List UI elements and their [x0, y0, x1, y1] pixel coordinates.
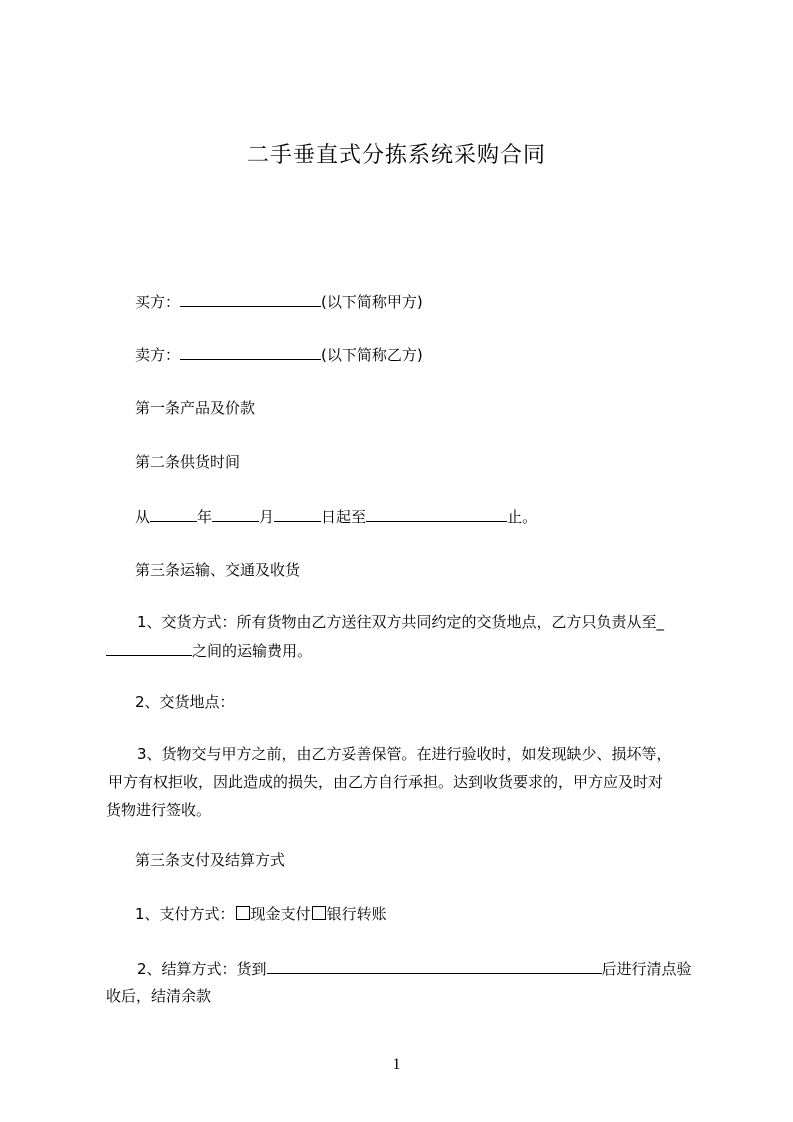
period-from: 从 [135, 508, 151, 526]
article-1-heading: 第一条产品及价款 [135, 399, 256, 417]
clause-3-line-1: 3、货物交与甲方之前，由乙方妥善保管。在进行验收时，如发现缺少、损坏等， [137, 745, 672, 763]
article-3-heading: 第三条运输、交通及收货 [135, 561, 301, 579]
page-number: 1 [392, 1056, 401, 1073]
payment-label: 1、支付方式： [135, 905, 235, 923]
bank-option-label: 银行转账 [326, 905, 387, 923]
clause-2: 2、交货地点： [135, 693, 235, 711]
settlement-line-1 [137, 958, 793, 979]
year-blank[interactable] [150, 506, 197, 522]
document-title: 二手垂直式分拣系统采购合同 [246, 143, 546, 168]
seller-blank[interactable] [180, 344, 321, 360]
buyer-line [135, 291, 793, 312]
settlement-blank[interactable] [267, 958, 602, 974]
month-blank[interactable] [212, 506, 259, 522]
period-month: 月 [259, 508, 275, 526]
buyer-blank[interactable] [180, 291, 321, 307]
payment-method-line [135, 904, 793, 924]
seller-label: 卖方： [135, 346, 181, 364]
clause-3-line-2: 甲方有权拒收，因此造成的损失，由乙方自行承担。达到收货要求的，甲方应及时对 [108, 773, 664, 791]
buyer-label: 买方： [135, 293, 181, 311]
clause-1-line-1: 1、交货方式：所有货物由乙方送往双方共同约定的交货地点，乙方只负责从至_ [137, 613, 665, 631]
period-year: 年 [197, 508, 213, 526]
settlement-suffix: 后进行清点验 [601, 960, 692, 978]
settlement-line-2: 收后，结清余款 [106, 987, 212, 1005]
seller-line [135, 344, 793, 365]
clause-3-line-3: 货物进行签收。 [106, 801, 212, 819]
period-day-start: 日起至 [321, 508, 367, 526]
settlement-prefix: 2、结算方式：货到 [137, 960, 267, 978]
supply-period-line [135, 506, 793, 527]
day-blank[interactable] [274, 506, 321, 522]
clause-1-line-2-text: 之间的运输费用。 [192, 642, 313, 660]
end-date-blank[interactable] [366, 506, 507, 522]
period-end: 止。 [507, 508, 538, 526]
cash-checkbox[interactable] [236, 906, 250, 920]
article-2-heading: 第二条供货时间 [135, 453, 241, 471]
seller-suffix: (以下简称乙方) [321, 346, 423, 364]
clause-1-line-2 [106, 640, 793, 661]
bank-transfer-checkbox[interactable] [312, 906, 326, 920]
article-4-heading: 第三条支付及结算方式 [135, 851, 286, 869]
cash-option-label: 现金支付 [250, 905, 311, 923]
buyer-suffix: (以下简称甲方) [321, 293, 423, 311]
route-blank[interactable] [106, 640, 192, 656]
